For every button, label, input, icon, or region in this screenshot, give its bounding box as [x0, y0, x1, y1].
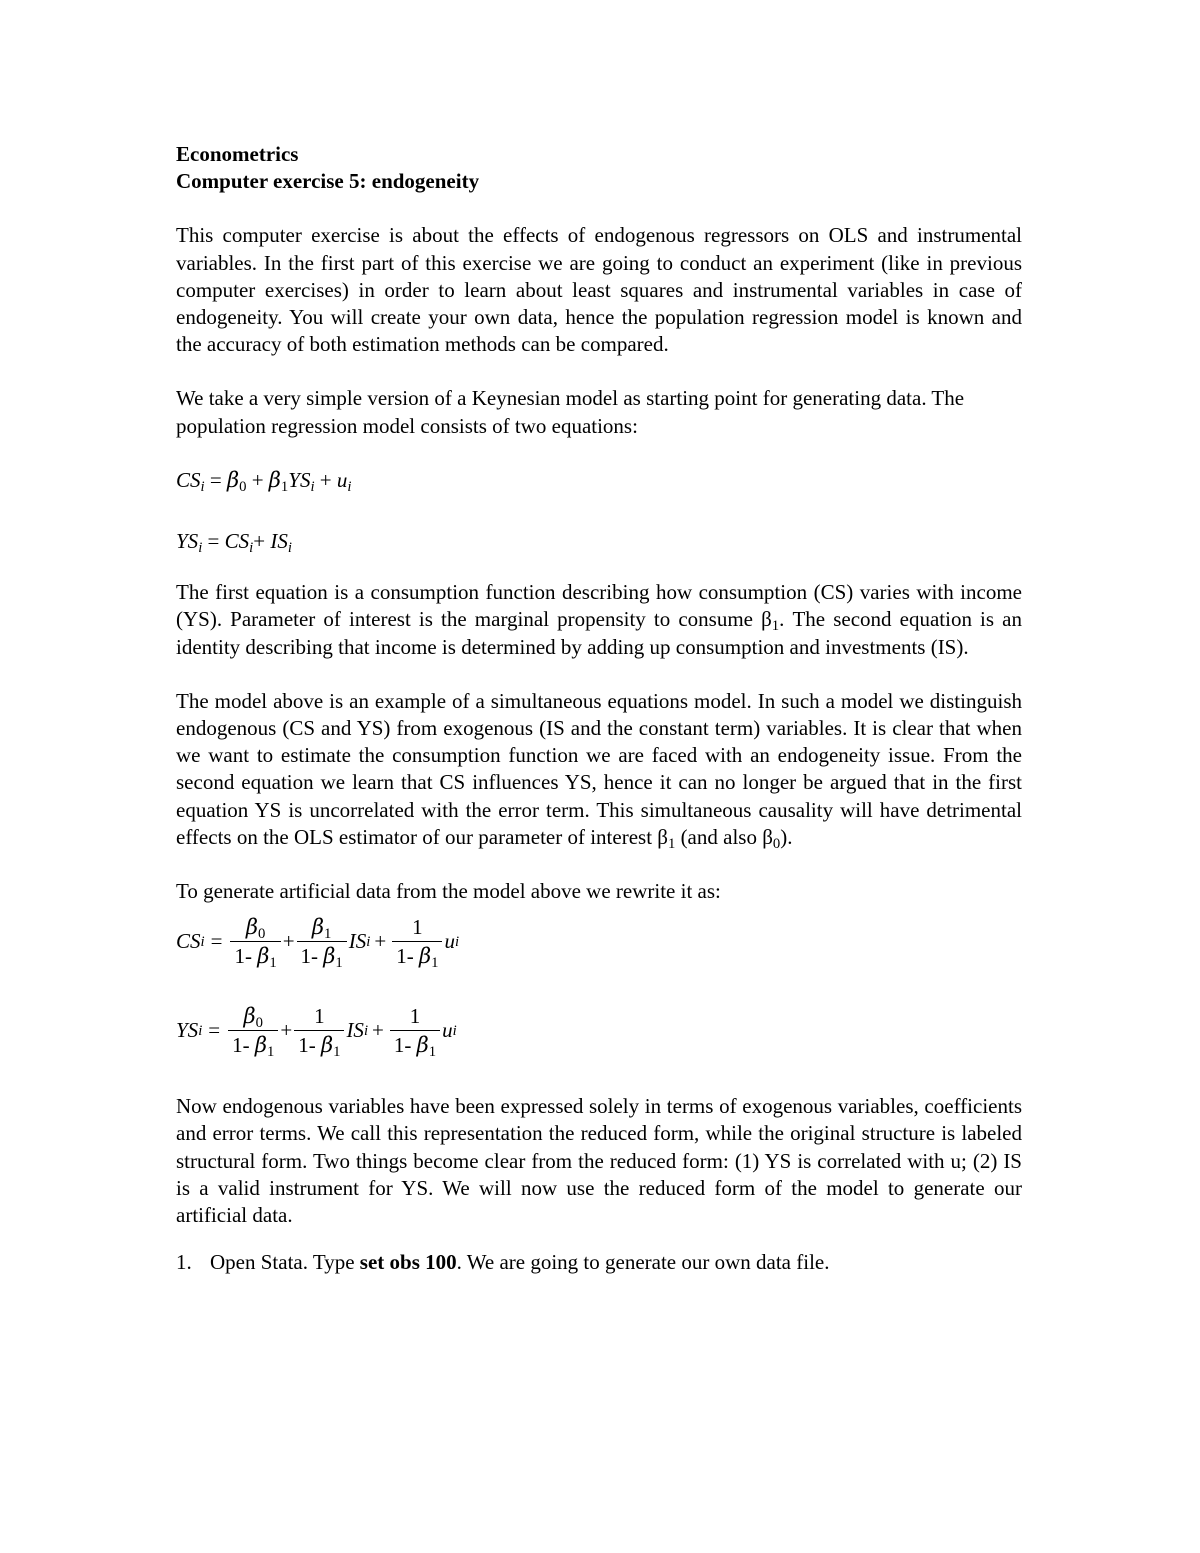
income-identity-equation: $YS_i = CS_i+ IS_i$ [176, 529, 292, 557]
fraction: $\frac{1}{1- \beta_1}$ [390, 1004, 440, 1057]
document-body [176, 141, 1022, 1276]
model-intro-paragraph: We take a very simple version of a Keynesian model as starting point for generating data. The population regression model consists of two equations: [176, 386, 965, 438]
reduced-form-cs-equation: CS i = $\frac{\beta_0}{1- \beta_1}$ + $\frac{\beta_1}{1- \beta_1}$ IS i + $\frac{1}{1- \beta_1}$ u i [176, 915, 460, 972]
fraction: $\frac{1}{1- \beta_1}$ [392, 915, 442, 968]
rewrite-intro-paragraph: To generate artificial data from the model above we rewrite it as: [176, 879, 721, 904]
fraction: $\frac{\beta_1}{1- \beta_1}$ [297, 915, 347, 968]
reduced-form-ys-equation: YS i = $\frac{\beta_0}{1- \beta_1}$ + $\frac{1}{1- \beta_1}$ IS i + $\frac{1}{1- \beta_1}$ u i [176, 1004, 457, 1061]
fraction: $\frac{\beta_0}{1- \beta_1}$ [230, 915, 280, 968]
document-title: Econometrics [176, 142, 299, 166]
intro-paragraph: This computer exercise is about the effects of endogenous regressors on OLS and instrumental variables. In the first part of this exercise we are going to conduct an experiment (like in previous computer exercises) in order to learn about least squares and instrumental variables in case of endogeneity. You will create your own data, hence the population regression model is known and the accuracy of both estimation methods can be compared. [176, 223, 1022, 357]
step-1-item: 1. Open Stata. Type set obs 100. We are going to generate our own data file. [176, 1250, 830, 1275]
simultaneous-equations-paragraph: The model above is an example of a simultaneous equations model. In such a model we distinguish endogenous (CS and YS) from exogenous (IS and the constant term) variables. It is clear that when we want to estimate the consumption function we are faced with an endogeneity issue. From the second equation we learn that CS influences YS, hence it can no longer be argued that in the first equation YS is uncorrelated with the error term. This simultaneous causality will have detrimental effects on the OLS estimator of our parameter of interest $\beta_1$ (and also $\beta_0$). [176, 688, 1022, 852]
consumption-equation: $CS_i = \beta_0 + \beta_1YS_i + u_i$ [176, 467, 352, 495]
equation-explanation-paragraph: The first equation is a consumption function describing how consumption (CS) varies with income (YS). Parameter of interest is the marginal propensity to consume $\beta_1$. The second equation is an identity describing that income is determined by adding up consumption and investments (IS). [176, 580, 1022, 659]
document-subtitle: Computer exercise 5: endogeneity [176, 169, 480, 194]
fraction: $\frac{\beta_0}{1- \beta_1}$ [228, 1004, 278, 1057]
reduced-form-paragraph: Now endogenous variables have been expressed solely in terms of exogenous variables, coefficients and error terms. We call this representation the reduced form, while the original structure is labeled structural form. Two things become clear from the reduced form: (1) YS is correlated with u; (2) IS is a valid instrument for YS. We will now use the reduced form of the model to generate our artificial data. [176, 1094, 1022, 1228]
fraction: $\frac{1}{1- \beta_1}$ [294, 1004, 344, 1057]
stata-command: set obs 100 [359, 1250, 457, 1275]
